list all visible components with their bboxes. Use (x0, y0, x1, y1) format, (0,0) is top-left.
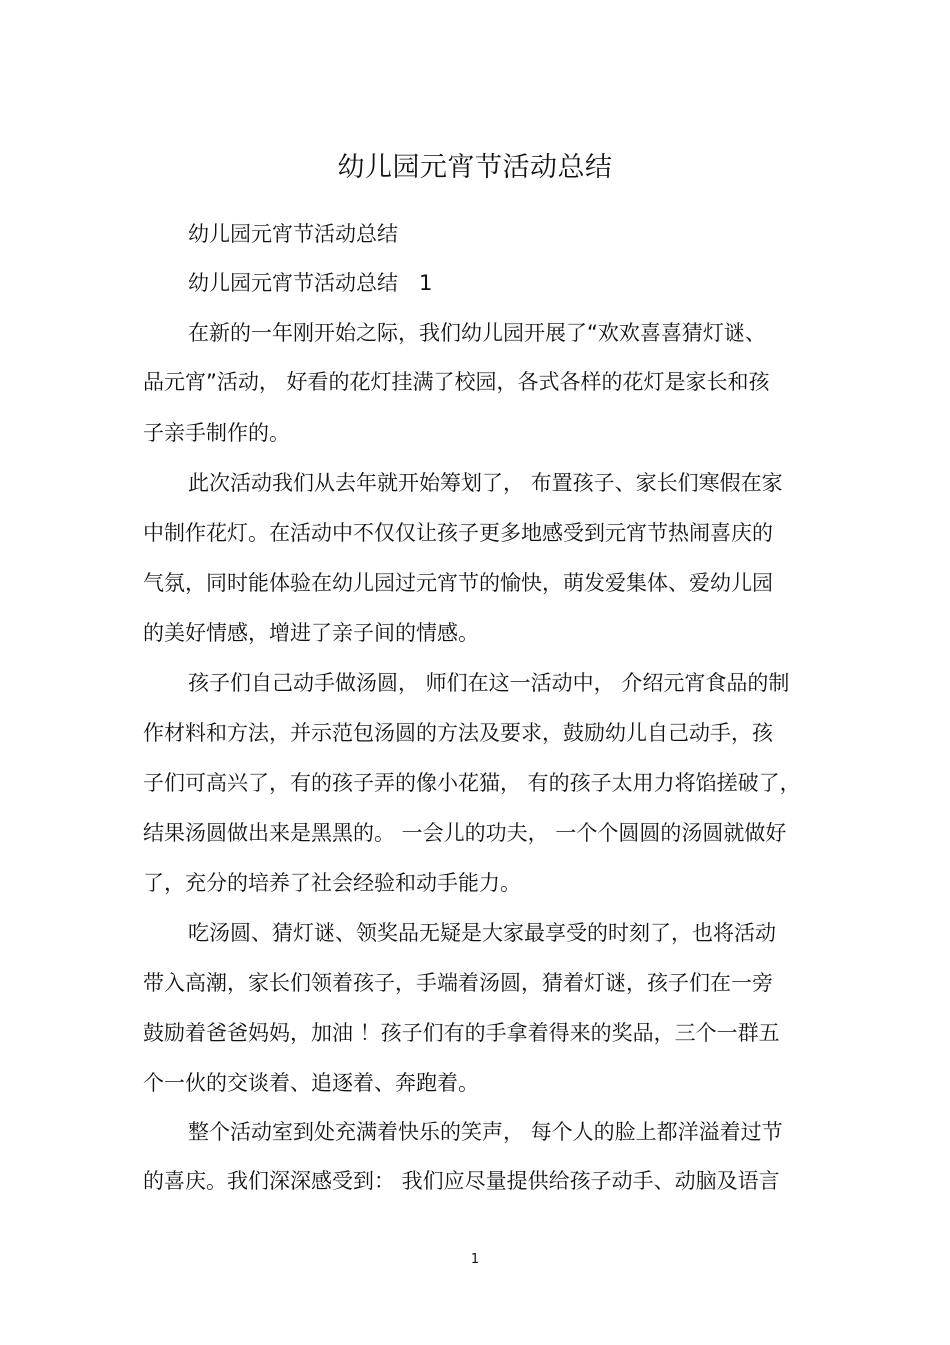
body-line: 整个活动室到处充满着快乐的笑声， 每个人的脸上都洋溢着过节 (188, 1120, 783, 1144)
body-line: 气氛，同时能体验在幼儿园过元宵节的愉快，萌发爱集体、爱幼儿园 (143, 571, 773, 595)
body-line: 带入高潮，家长们领着孩子，手端着汤圆，猜着灯谜，孩子们在一旁 (143, 971, 773, 995)
body-line: 此次活动我们从去年就开始筹划了， 布置孩子、家长们寒假在家 (188, 471, 783, 495)
body-line: 子亲手制作的。 (143, 421, 290, 445)
subtitle: 幼儿园元宵节活动总结 (188, 222, 398, 246)
body-line: 品元宵”活动， 好看的花灯挂满了校园，各式各样的花灯是家长和孩 (143, 370, 770, 394)
body-line: 子们可高兴了，有的孩子弄的像小花猫， 有的孩子太用力将馅搓破了， (143, 771, 801, 795)
body-line: 作材料和方法，并示范包汤圆的方法及要求，鼓励幼儿自己动手，孩 (143, 721, 773, 745)
body-line: 结果汤圆做出来是黑黑的。 一会儿的功夫， 一个个圆圆的汤圆就做好 (143, 821, 787, 845)
body-line: 吃汤圆、猜灯谜、领奖品无疑是大家最享受的时刻了，也将活动 (188, 921, 776, 945)
body-line: 的美好情感，增进了亲子间的情感。 (143, 621, 479, 645)
body-line: 的喜庆。我们深深感受到： 我们应尽量提供给孩子动手、动脑及语言 (143, 1169, 780, 1193)
page-number: 1 (470, 1252, 480, 1267)
body-line: 中制作花灯。在活动中不仅仅让孩子更多地感受到元宵节热闹喜庆的 (143, 521, 773, 545)
body-line: 个一伙的交谈着、追逐着、奔跑着。 (143, 1071, 479, 1095)
body-line: 了，充分的培养了社会经验和动手能力。 (143, 871, 521, 895)
body-line: 鼓励着爸爸妈妈，加油 ！孩子们有的手拿着得来的奖品，三个一群五 (143, 1021, 780, 1045)
document-title: 幼儿园元宵节活动总结 (337, 152, 613, 183)
section-heading: 幼儿园元宵节活动总结 1 (188, 271, 433, 295)
body-line: 孩子们自己动手做汤圆， 师们在这一活动中， 介绍元宵食品的制 (188, 671, 790, 695)
body-line: 在新的一年刚开始之际，我们幼儿园开展了“欢欢喜喜猜灯谜、 (188, 321, 766, 345)
